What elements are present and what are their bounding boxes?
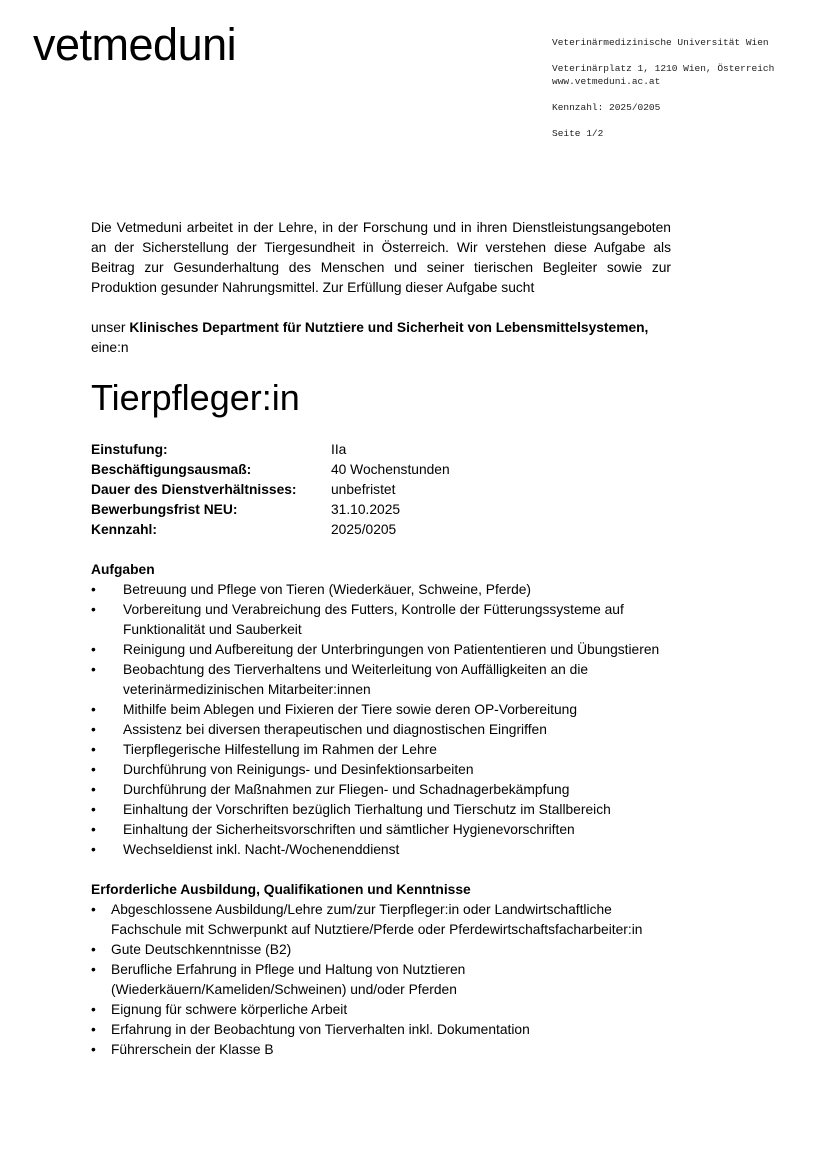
info-value: 2025/0205: [331, 522, 397, 537]
list-item: • Eignung für schwere körperliche Arbeit: [91, 1000, 671, 1020]
list-item: • Führerschein der Klasse B: [91, 1040, 671, 1060]
department-name: Klinisches Department für Nutztiere und Sicherheit von Lebensmittelsystemen,: [129, 320, 649, 335]
info-row: [91, 480, 671, 500]
document-body: [91, 218, 671, 1060]
reference-number: Kennzahl: 2025/0205: [552, 102, 661, 113]
list-item: • Gute Deutschkenntnisse (B2): [91, 940, 671, 960]
tasks-list: [91, 580, 671, 860]
info-value: 31.10.2025: [331, 502, 401, 517]
info-row: [91, 500, 671, 520]
university-name: Veterinärmedizinische Universität Wien: [552, 37, 769, 48]
list-item: • Durchführung von Reinigungs- und Desinfektionsarbeiten: [91, 760, 671, 780]
list-item: • Vorbereitung und Verabreichung des Futters, Kontrolle der Fütterungssysteme auf Funktionalität und Sauberkeit: [91, 600, 671, 640]
letterhead-meta: [552, 36, 774, 140]
list-item: • Wechseldienst inkl. Nacht-/Wochenenddienst: [91, 840, 671, 860]
department-line: [91, 318, 671, 358]
job-info-table: [91, 440, 671, 540]
info-label: Kennzahl:: [91, 522, 157, 537]
info-row: [91, 520, 671, 540]
info-value: IIa: [331, 442, 347, 457]
list-item: • Assistenz bei diversen therapeutischen und diagnostischen Eingriffen: [91, 720, 671, 740]
info-value: 40 Wochenstunden: [331, 462, 450, 477]
page-number: Seite 1/2: [552, 128, 604, 139]
tasks-heading: Aufgaben: [91, 562, 155, 577]
list-item: • Berufliche Erfahrung in Pflege und Haltung von Nutztieren (Wiederkäuern/Kameliden/Schweinen) und/oder Pferden: [91, 960, 671, 1000]
list-item: • Reinigung und Aufbereitung der Unterbringungen von Patiententieren und Übungstieren: [91, 640, 671, 660]
list-item: • Betreuung und Pflege von Tieren (Wiederkäuer, Schweine, Pferde): [91, 580, 671, 600]
website: www.vetmeduni.ac.at: [552, 76, 661, 87]
requirements-list: [91, 900, 671, 1060]
logo: vetmeduni: [33, 19, 237, 70]
list-item: • Mithilfe beim Ablegen und Fixieren der Tiere sowie deren OP-Vorbereitung: [91, 700, 671, 720]
info-label: Dauer des Dienstverhältnisses:: [91, 482, 297, 497]
info-label: Beschäftigungsausmaß:: [91, 462, 252, 477]
info-label: Bewerbungsfrist NEU:: [91, 502, 238, 517]
job-title: Tierpfleger:in: [91, 377, 300, 418]
list-item: • Tierpflegerische Hilfestellung im Rahmen der Lehre: [91, 740, 671, 760]
info-row: [91, 440, 671, 460]
intro-text: Die Vetmeduni arbeitet in der Lehre, in der Forschung und in ihren Dienstleistungsangeboten an der Sicherstellung der Tiergesundheit in Österreich. Wir verstehen diese Aufgabe als Beitrag zur Gesunderhaltung des Menschen und seiner tierischen Begleiter sowie zur Produktion gesunder Nahrungsmittel. Zur Erfüllung dieser Aufgabe sucht: [91, 220, 671, 295]
dept-prefix: unser: [91, 320, 126, 335]
info-label: Einstufung:: [91, 442, 168, 457]
list-item: • Einhaltung der Vorschriften bezüglich Tierhaltung und Tierschutz im Stallbereich: [91, 800, 671, 820]
list-item: • Einhaltung der Sicherheitsvorschriften und sämtlicher Hygienevorschriften: [91, 820, 671, 840]
requirements-heading: Erforderliche Ausbildung, Qualifikationen und Kenntnisse: [91, 882, 471, 897]
list-item: • Durchführung der Maßnahmen zur Fliegen- und Schadnagerbekämpfung: [91, 780, 671, 800]
list-item: • Erfahrung in der Beobachtung von Tierverhalten inkl. Dokumentation: [91, 1020, 671, 1040]
info-row: [91, 460, 671, 480]
list-item: • Beobachtung des Tierverhaltens und Weiterleitung von Auffälligkeiten an die veterinärmedizinischen Mitarbeiter:innen: [91, 660, 671, 700]
dept-suffix: eine:n: [91, 340, 129, 355]
list-item: • Abgeschlossene Ausbildung/Lehre zum/zur Tierpfleger:in oder Landwirtschaftliche Fachschule mit Schwerpunkt auf Nutztiere/Pferde oder Pferdewirtschaftsfacharbeiter:in: [91, 900, 671, 940]
address: Veterinärplatz 1, 1210 Wien, Österreich: [552, 63, 775, 74]
info-value: unbefristet: [331, 482, 396, 497]
